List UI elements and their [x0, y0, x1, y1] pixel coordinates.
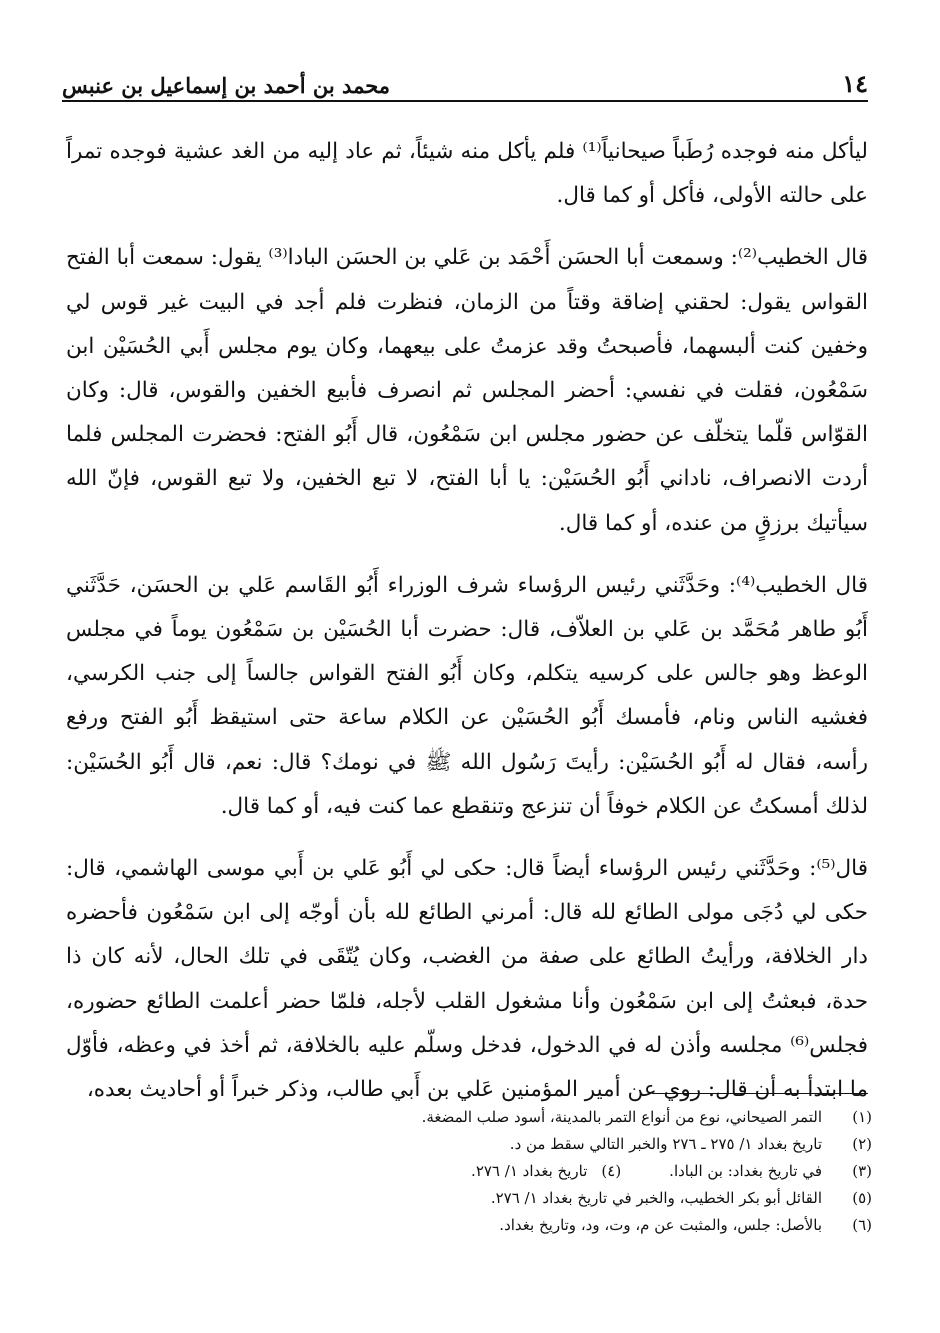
footnote-number: (٥)	[852, 1189, 872, 1207]
footnote-number: (١)	[852, 1108, 872, 1126]
footnote-number: (٤)	[601, 1162, 622, 1180]
footnote-text: تاريخ بغداد ١/ ٢٧٥ ـ ٢٧٦ والخبر التالي سقط من د.	[509, 1135, 822, 1153]
footnote-number: (٢)	[852, 1135, 872, 1153]
paragraph: قال⁽⁵⁾: وحَدَّثَني رئيس الرؤساء أيضاً قال: حكى لي أَبُو عَلي بن أَبي موسى الهاشمي، قال: حكى لي دُجَى مولى الطائع لله قال: أمرني الطائع لله بأن أوجّه إلى ابن سَمْعُون فأحضره دار الخلافة، ورأيتُ الطائع على صفة من الغضب، وكان يُتّقَى في تلك الحال، لأنه كان ذا حدة، فبعثتُ إلى ابن سَمْعُون وأنا مشغول القلب لأجله، فلمّا حضر أعلمت الطائع حضوره، فجلس⁽⁶⁾ مجلسه وأذن له في الدخول، فدخل وسلّم عليه بالخلافة، ثم أخذ في وعظه، فأوّل ما ابتدأ به أن قال: روي عن أمير المؤمنين عَلي بن أَبي طالب، وذكر خبراً أو أحاديث بعده،	[66, 856, 868, 1103]
footnote-text: القائل أبو بكر الخطيب، والخبر في تاريخ بغداد ١/ ٢٧٦.	[490, 1189, 822, 1207]
footnote-text: في تاريخ بغداد: بن البادا.	[669, 1162, 822, 1180]
footnote-text: بالأصل: جلس، والمثبت عن م، وت، ود، وتاريخ بغداد.	[499, 1216, 822, 1234]
running-head	[62, 58, 868, 98]
footnote-text: التمر الصيحاني، نوع من أنواع التمر بالمدينة، أسود صلب المضغة.	[421, 1108, 822, 1126]
page-number: ١٤	[842, 69, 868, 98]
header-rule	[62, 100, 868, 102]
footnote-rule	[652, 1093, 868, 1094]
footnote	[66, 1158, 872, 1185]
footnotes	[66, 1104, 872, 1239]
paragraph: قال الخطيب⁽⁴⁾: وحَدَّثَني رئيس الرؤساء شرف الوزراء أَبُو القَاسم عَلي بن الحسَن، حَدَّثَني أَبُو طاهر مُحَمَّد بن عَلي بن العلاّف، قال: حضرت أبا الحُسَيْن بن سَمْعُون يوماً في مجلس الوعظ وهو جالس على كرسيه يتكلم، وكان أَبُو الفتح القواس جالساً إلى جنب الكرسي، فغشيه الناس ونام، فأمسك أَبُو الحُسَيْن عن الكلام ساعة حتى استيقظ أَبُو الفتح ورفع رأسه، فقال له أَبُو الحُسَيْن: رأيتَ رَسُول الله ﷺ في نومك؟ قال: نعم، قال أَبُو الحُسَيْن: لذلك أمسكتُ عن الكلام خوفاً أن تنزعج وتنقطع عما كنت فيه، أو كما قال.	[66, 572, 869, 819]
footnote-number: (٦)	[852, 1216, 872, 1234]
footnote	[66, 1131, 872, 1158]
footnote-text: تاريخ بغداد ١/ ٢٧٦.	[471, 1162, 588, 1180]
footnote-number: (٣)	[852, 1162, 872, 1180]
footnote	[66, 1212, 872, 1239]
paragraph: ليأكل منه فوجده رُطَباً صيحانياً⁽¹⁾ فلم يأكل منه شيئاً، ثم عاد إليه من الغد عشية فوجده تمراً على حالته الأولى، فأكل أو كما قال.	[66, 139, 868, 209]
paragraph: قال الخطيب⁽²⁾: وسمعت أبا الحسَن أَحْمَد بن عَلي بن الحسَن البادا⁽³⁾ يقول: سمعت أبا الفتح القواس يقول: لحقني إضاقة وقتاً من الزمان، فنظرت فلم أجد في البيت غير قوس لي وخفين كنت ألبسهما، فأصبحتُ وقد عزمتُ على بيعهما، وكان يوم مجلس أَبي الحُسَيْن ابن سَمْعُون، فقلت في نفسي: أحضر المجلس ثم انصرف فأبيع الخفين والقوس، قال: وكان القوّاس قلّما يتخلّف عن حضور مجلس ابن سَمْعُون، قال أَبُو الفتح: فحضرت المجلس فلما أردت الانصراف، ناداني أَبُو الحُسَيْن: يا أبا الفتح، لا تبع الخفين، ولا تبع القوس، فإنّ الله سيأتيك برزقٍ من عنده، أو كما قال.	[66, 245, 869, 536]
main-text	[66, 130, 868, 1112]
footnote	[66, 1104, 872, 1131]
book-title: محمد بن أحمد بن إسماعيل بن عنبس	[62, 73, 391, 98]
footnote	[66, 1185, 872, 1212]
